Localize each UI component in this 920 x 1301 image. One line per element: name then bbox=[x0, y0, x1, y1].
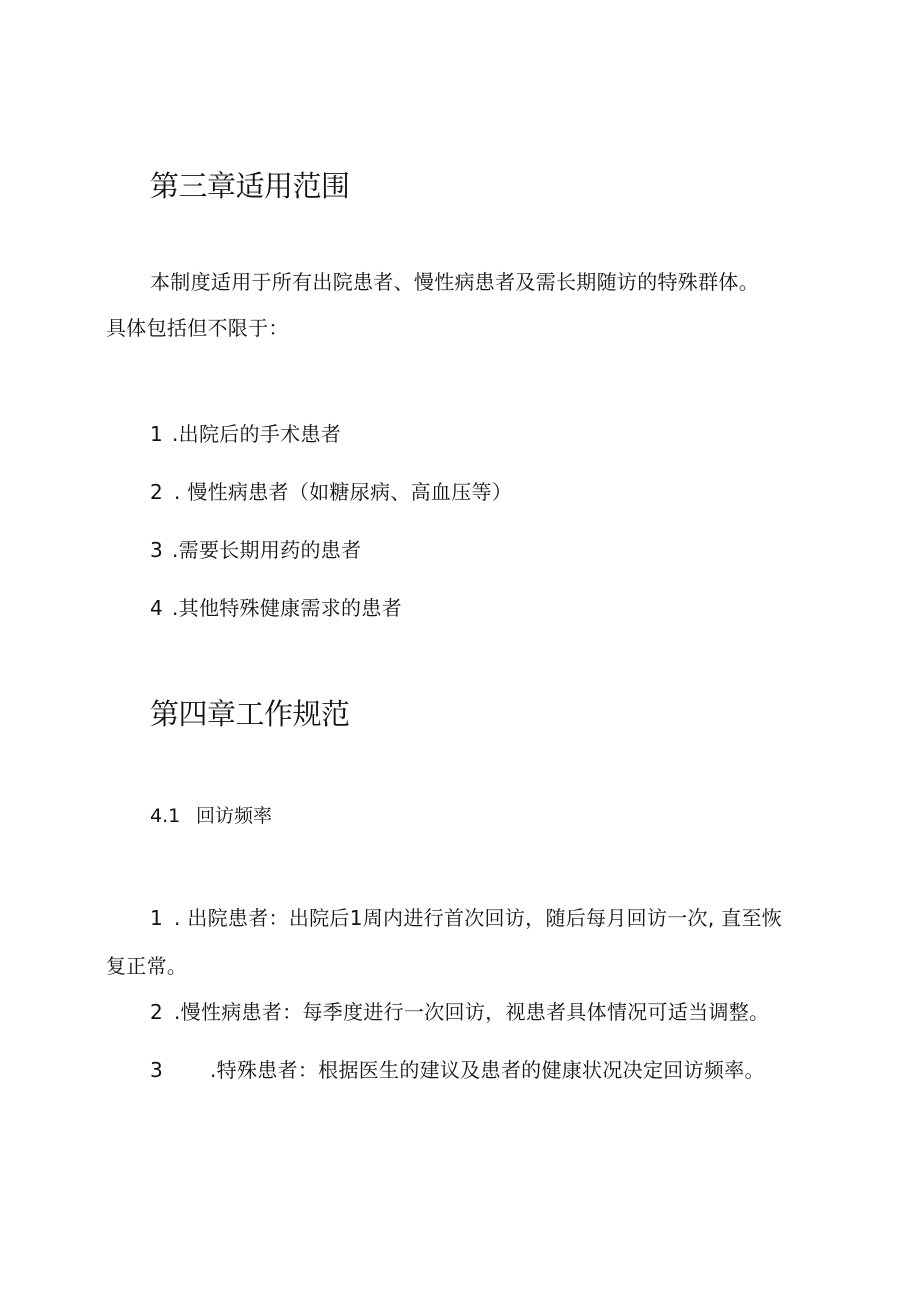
list-item-number: 3 bbox=[150, 538, 164, 562]
section-heading bbox=[150, 802, 272, 830]
list-item bbox=[150, 420, 341, 448]
list-item bbox=[150, 478, 512, 506]
list-item-text: .其他特殊健康需求的患者 bbox=[172, 596, 402, 620]
list-item-number: 4 bbox=[150, 596, 164, 620]
chapter3-intro-line2: 具体包括但不限于： bbox=[106, 316, 289, 340]
list-item-text: .需要长期用药的患者 bbox=[172, 538, 362, 562]
list-item-number: 2 bbox=[150, 1000, 164, 1024]
list-item-text: . 慢性病患者（如糖尿病、高血压等） bbox=[174, 480, 513, 504]
list-item bbox=[150, 594, 402, 622]
list-item-number: 2 bbox=[150, 480, 164, 504]
list-item bbox=[150, 1056, 765, 1084]
chapter3-intro-line1: 本制度适用于所有出院患者、慢性病患者及需长期随访的特殊群体。 bbox=[150, 270, 759, 294]
list-item-text: .特殊患者：根据医生的建议及患者的健康状况决定回访频率。 bbox=[210, 1058, 765, 1082]
list-item-number: 3 bbox=[150, 1058, 164, 1082]
list-item bbox=[150, 536, 361, 564]
list-item-text: .慢性病患者：每季度进行一次回访，视患者具体情况可适当调整。 bbox=[174, 1000, 770, 1024]
list-item bbox=[150, 904, 782, 932]
section-title: 回访频率 bbox=[196, 805, 273, 827]
list-item bbox=[150, 998, 769, 1026]
chapter3-title: 第三章适用范围 bbox=[150, 169, 350, 203]
list-item-number: 1 bbox=[150, 422, 164, 446]
list-item-text: .出院后的手术患者 bbox=[172, 422, 342, 446]
chapter4-title: 第四章工作规范 bbox=[150, 697, 350, 731]
list-item-number: 1 bbox=[150, 906, 164, 930]
list-item-continuation: 复正常。 bbox=[106, 954, 188, 978]
section-number: 4.1 bbox=[150, 805, 181, 827]
list-item-text: . 出院患者：出院后1周内进行首次回访，随后每月回访一次, 直至恢 bbox=[174, 906, 783, 930]
